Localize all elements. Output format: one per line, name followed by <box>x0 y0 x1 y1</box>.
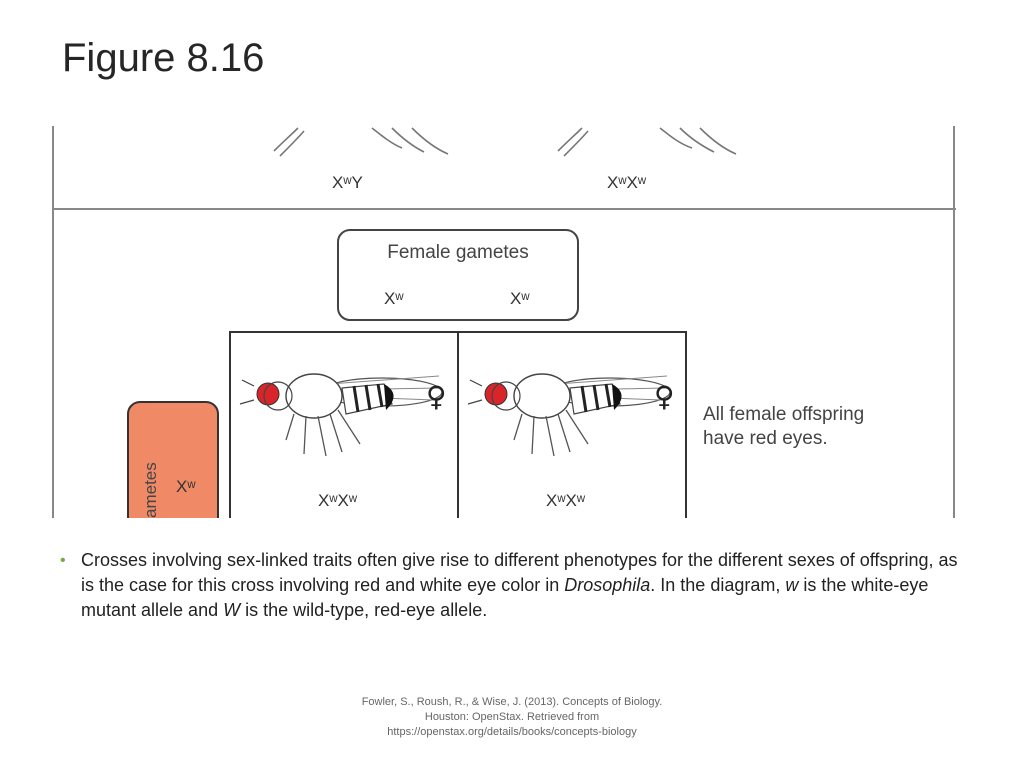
female-symbol-1: ♀ <box>426 380 447 413</box>
citation-url: https://openstax.org/details/books/concepts-biology <box>387 726 637 738</box>
parent-fly-legs-left <box>274 128 448 156</box>
female-symbol-2: ♀ <box>654 380 675 413</box>
allele-w-upper: W <box>223 600 241 620</box>
male-gametes-label: ametes <box>141 462 160 518</box>
offspring-2-genotype: XʷXʷ <box>546 491 586 510</box>
female-gamete-2: Xʷ <box>510 289 530 308</box>
parent-female-genotype: XʷXʷ <box>607 173 647 192</box>
bullet-marker: • <box>60 552 66 569</box>
citation-line-1: Fowler, S., Roush, R., & Wise, J. (2013). Concepts of Biology. <box>361 696 663 708</box>
caption-text: Crosses involving sex-linked traits often give rise to different phenotypes for the different sexes of offspring, as is the case for this cross involving red and white eye color in Drosophila. In the diagram, w is the white-eye mutant allele and W is the wild-type, red-eye allele. <box>81 550 958 620</box>
punnett-figure <box>52 126 956 518</box>
offspring-note-line2: have red eyes. <box>703 428 828 449</box>
offspring-note-line1: All female offspring <box>703 404 865 425</box>
citation <box>312 695 712 740</box>
species-name: Drosophila <box>564 575 651 595</box>
citation-line-2: Houston: OpenStax. Retrieved from <box>424 711 600 723</box>
offspring-1-genotype: XʷXʷ <box>318 491 358 510</box>
female-gametes-label: Female gametes <box>387 242 529 263</box>
caption-bullet <box>60 548 960 623</box>
male-gamete: Xʷ <box>176 477 196 496</box>
parent-male-genotype: XʷY <box>332 173 363 192</box>
slide-title: Figure 8.16 <box>62 36 265 80</box>
allele-w-lower: w <box>785 575 799 595</box>
parent-fly-legs-right <box>558 128 736 156</box>
female-gamete-1: Xʷ <box>384 289 404 308</box>
